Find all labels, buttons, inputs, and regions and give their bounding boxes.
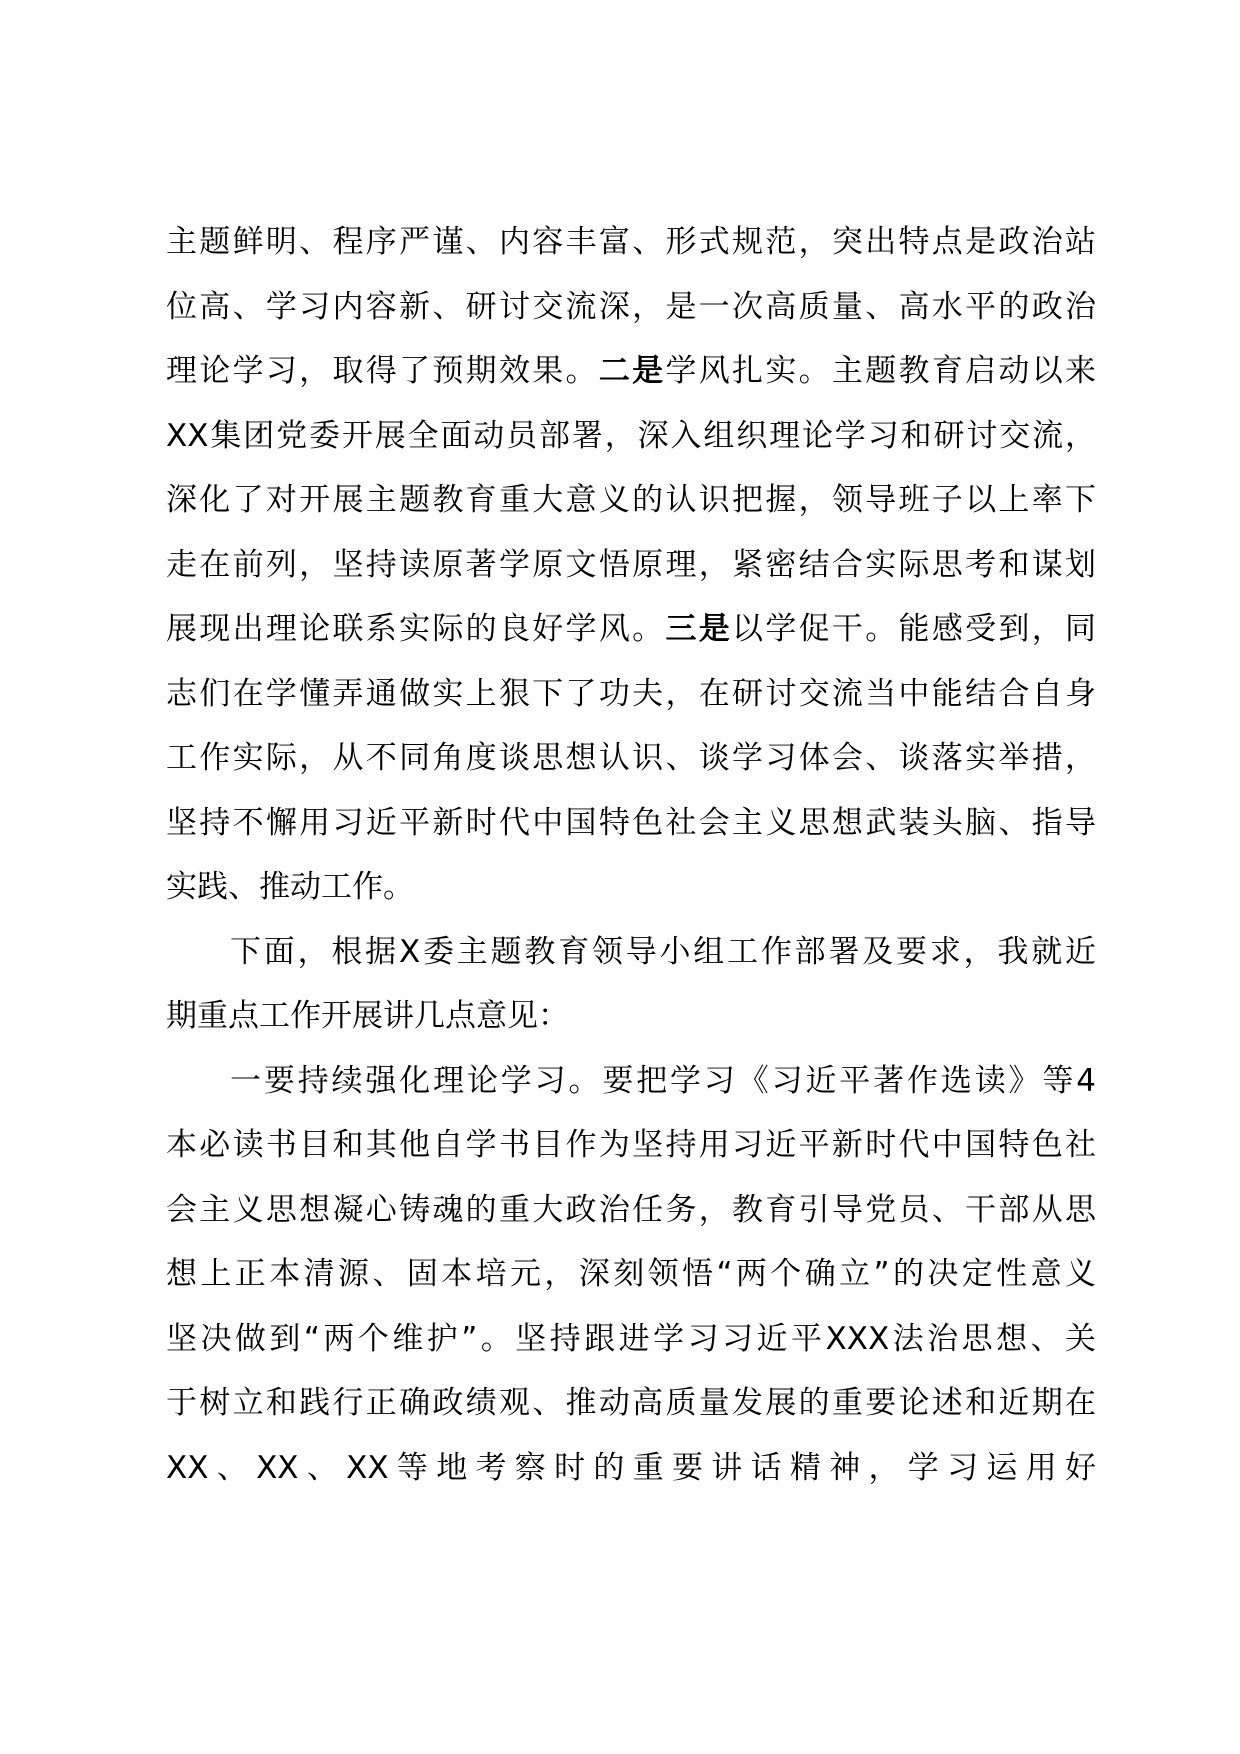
text-segment: 坚决做到“两个维护”。坚持跟进学习习近平XXX法治思想、关	[166, 1320, 1096, 1357]
text-line	[166, 726, 1096, 791]
text-line	[166, 339, 1096, 404]
text-segment: 展现出理论联系实际的良好学风。	[166, 611, 666, 647]
text-segment: 本必读书目和其他自学书目作为坚持用习近平新时代中国特色社	[166, 1127, 1096, 1163]
text-line	[166, 662, 1096, 727]
text-line	[166, 597, 1096, 662]
text-line	[166, 920, 1096, 985]
text-segment: 下面，根据X委主题教育领导小组工作部署及要求，我就近	[230, 933, 1096, 970]
text-segment: 坚持不懈用习近平新时代中国特色社会主义思想武装头脑、指导	[166, 804, 1096, 841]
text-segment: 深化了对开展主题教育重大意义的认识把握，领导班子以上率下	[166, 482, 1096, 518]
text-segment: 一要持续强化理论学习。要把学习《习近平著作选读》等4	[230, 1062, 1096, 1099]
text-line	[166, 1371, 1096, 1436]
text-line	[166, 984, 1096, 1049]
bold-marker-text: 三是	[665, 611, 733, 647]
bold-marker-text: 二是	[598, 353, 666, 389]
text-segment: XX、XX、XX等地考察时的重要讲话精神，学习运用好	[166, 1449, 1096, 1486]
text-segment: 实践、推动工作。	[166, 869, 414, 905]
body-text	[166, 210, 1096, 1500]
text-line	[166, 1307, 1096, 1372]
text-segment: 主题鲜明、程序严谨、内容丰富、形式规范，突出特点是政治站	[166, 224, 1096, 260]
text-segment: 期重点工作开展讲几点意见：	[166, 998, 569, 1034]
text-segment: 以学促干。能感受到，同	[732, 611, 1096, 647]
text-segment: 会主义思想凝心铸魂的重大政治任务，教育引导党员、干部从思	[166, 1191, 1096, 1228]
text-line	[166, 1113, 1096, 1178]
text-segment: 学风扎实。主题教育启动以来	[665, 353, 1096, 389]
text-line	[166, 1049, 1096, 1114]
text-line	[166, 855, 1096, 920]
text-line	[166, 210, 1096, 275]
text-segment: 工作实际，从不同角度谈思想认识、谈学习体会、谈落实举措，	[166, 740, 1096, 776]
text-line	[166, 468, 1096, 533]
text-segment: XX集团党委开展全面动员部署，深入组织理论学习和研讨交流，	[166, 417, 1096, 454]
text-line	[166, 275, 1096, 340]
text-segment: 志们在学懂弄通做实上狠下了功夫，在研讨交流当中能结合自身	[166, 675, 1096, 712]
text-line	[166, 1242, 1096, 1307]
text-line	[166, 1436, 1096, 1501]
text-segment: 于树立和践行正确政绩观、推动高质量发展的重要论述和近期在	[166, 1385, 1096, 1421]
text-segment: 理论学习，取得了预期效果。	[166, 353, 599, 389]
text-line	[166, 533, 1096, 598]
text-segment: 想上正本清源、固本培元，深刻领悟“两个确立”的决定性意义	[166, 1256, 1096, 1292]
text-segment: 走在前列，坚持读原著学原文悟原理，紧密结合实际思考和谋划	[166, 546, 1096, 583]
text-line	[166, 1178, 1096, 1243]
text-segment: 位高、学习内容新、研讨交流深，是一次高质量、高水平的政治	[166, 288, 1096, 325]
text-line	[166, 791, 1096, 856]
text-line	[166, 404, 1096, 469]
